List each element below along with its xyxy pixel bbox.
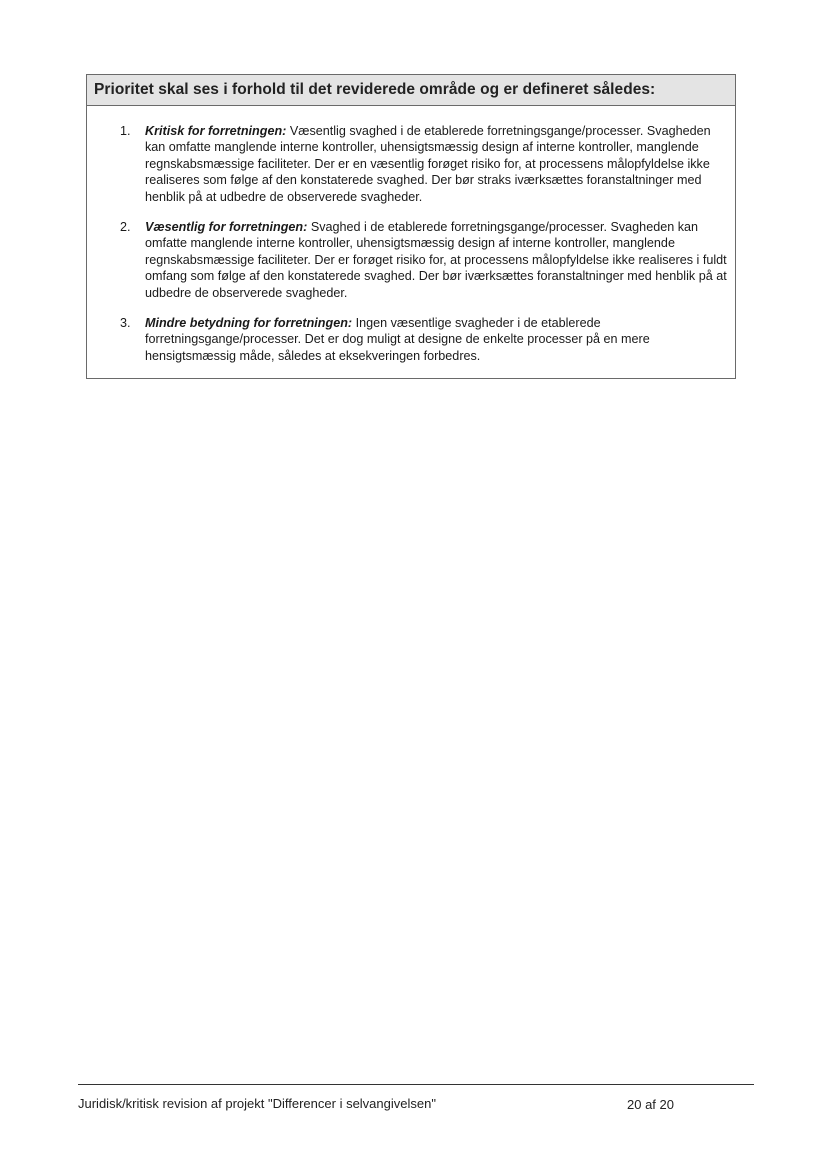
list-item: [87, 315, 735, 364]
list-item-text: Væsentlig svaghed i de etablerede forretningsgange/processer. Svagheden kan omfatte manglende interne kontroller, uhensigtsmæssig design af interne kontroller, manglende regnskabsmæssige faciliteter. Der er en væsentlig forøget risiko for, at processens målopfyldelse ikke realiseres som følge af den konstaterede svaghed. Der bør straks iværksættes foranstaltninger med henblik på at udbedre de observerede svagheder.: [145, 124, 711, 204]
list-item-number: 1.: [120, 124, 131, 138]
list-item-title: Væsentlig for forretningen:: [145, 220, 308, 235]
list-item-number: 3.: [120, 316, 131, 331]
footer-document-title: Juridisk/kritisk revision af projekt "Differencer i selvangivelsen": [78, 1096, 436, 1111]
list-item-number: 2.: [120, 220, 131, 235]
footer-divider: [78, 1084, 754, 1085]
list-item-text: Svaghed i de etablerede forretningsgange/processer. Svagheden kan omfatte manglende interne kontroller, uhensigtsmæssig design af interne kontroller, manglende regnskabsmæssige faciliteter. Der er forøget risiko for, at processens målopfyldelse ikke realiseres i fuldt omfang som følge af den konstaterede svaghed. Der bør iværksættes foranstaltninger med henblik på at udbedre de observerede svagheder.: [145, 220, 727, 300]
priority-definition-box: [86, 74, 736, 379]
list-item-text: Ingen væsentlige svagheder i de etablerede forretningsgange/processer. Det er dog muligt at designe de enkelte processer på en mere hensigtsmæssig måde, således at eksekveringen forbedres.: [145, 316, 650, 363]
priority-box-header: Prioritet skal ses i forhold til det reviderede område og er defineret således:: [87, 75, 735, 106]
list-item-title: Kritisk for forretningen:: [145, 124, 287, 138]
footer-page-number: 20 af 20: [627, 1097, 674, 1112]
list-item-title: Mindre betydning for forretningen:: [145, 316, 353, 331]
priority-list: [87, 123, 735, 378]
list-item: [87, 219, 735, 301]
list-item: [87, 123, 735, 205]
